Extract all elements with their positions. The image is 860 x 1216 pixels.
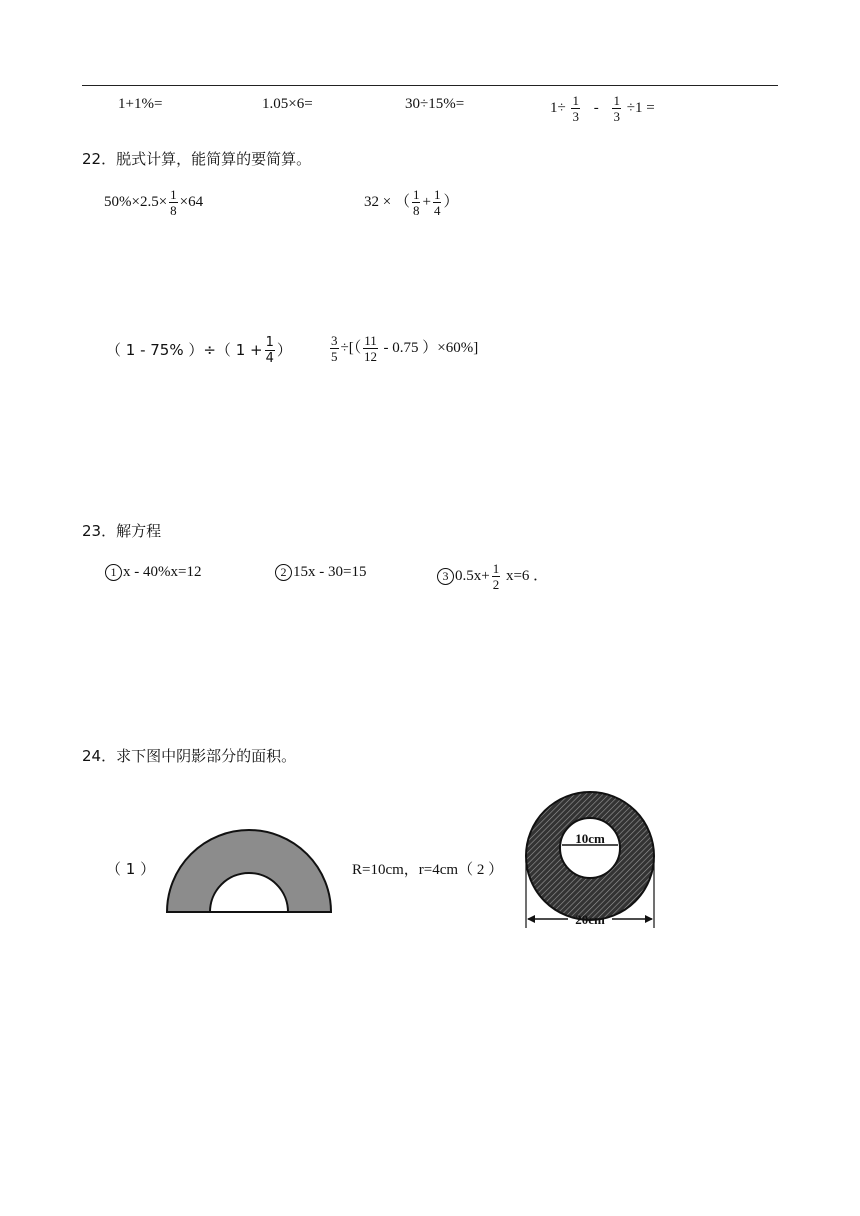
top-rule [82,85,778,86]
fraction: $\frac{1}{3}$ [613,93,620,124]
expr-4: 1÷ $\frac{1}{3}$ - $\frac{1}{3}$ ÷1 = [550,93,655,124]
equation-1: 1 x - 40%x=12 [105,564,201,581]
q24-title: 24．求下图中阴影部分的面积。 [82,747,297,765]
inner-diameter-label: 10cm [575,831,605,846]
equation-3: 3 0.5x+ $\frac{1}{2}$ x=6 ． [437,562,548,591]
fraction: $\frac{1}{3}$ [572,93,579,124]
q22-title: 22．脱式计算，能简算的要简算。 [82,150,312,168]
outer-diameter-label: 20cm [575,912,605,927]
figure-1-label: （ 1 ） [106,860,156,878]
arrowhead-right [645,915,653,923]
dimension-text: R=10cm，r=4cm（ 2 ） [352,862,504,878]
expr-1: 1+1%= [118,96,163,112]
q22-problem-4: $\frac{3}{5}$ ÷[（ $\frac{11}{12}$ - 0.75 ）×60%] [331,333,479,364]
q22-problem-1: 50%×2.5× $\frac{1}{8}$ ×64 [104,187,204,218]
semicircle-ring-figure [160,822,340,922]
equation-2: 2 15x - 30=15 [275,564,366,581]
q22-problem-2: 32 × （ $\frac{1}{8}$ + $\frac{1}{4}$ ） [364,187,459,218]
expr-2: 1.05×6= [262,96,313,112]
expr-3: 30÷15%= [405,96,465,112]
q22-problem-3: （ 1 - 75% ）÷（ 1 + $\frac{1}{4}$ ） [106,335,292,366]
annulus-figure [522,790,662,932]
inner-circle [560,818,620,878]
q23-title: 23．解方程 [82,522,162,540]
arrowhead-left [527,915,535,923]
